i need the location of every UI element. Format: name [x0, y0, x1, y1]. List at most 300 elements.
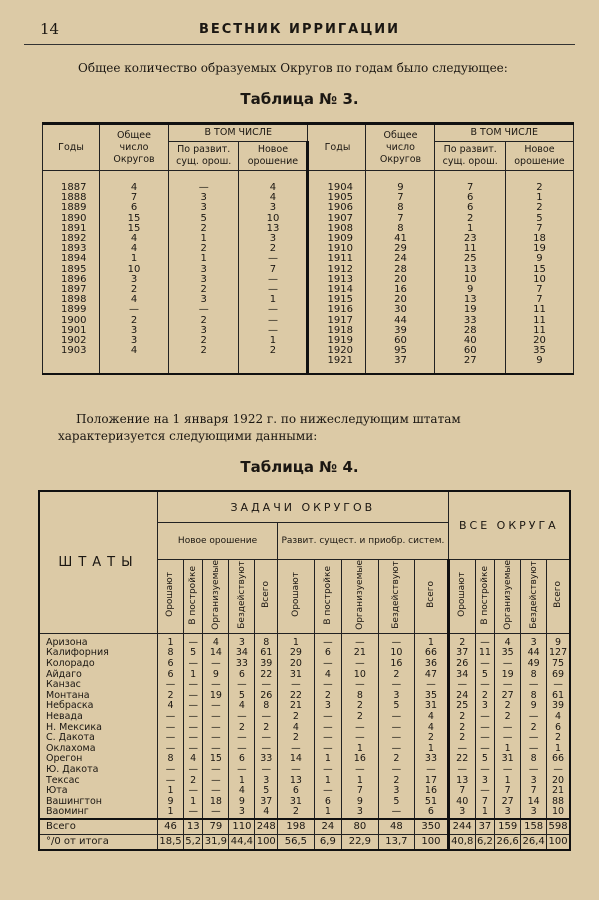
t3-new-cell: 7: [505, 285, 573, 295]
t4-value-cell: 4: [495, 633, 521, 648]
t3-total-cell: 44: [366, 316, 435, 326]
table3-row: [43, 336, 574, 346]
t4-value-cell: —: [203, 807, 229, 819]
t4-value-cell: —: [448, 765, 475, 776]
t4-value-cell: —: [378, 744, 415, 755]
t3-year-cell: 1893: [43, 244, 100, 254]
t4-value-cell: —: [475, 786, 494, 797]
table4-row: [39, 733, 570, 744]
t3-dev-cell: 19: [435, 305, 505, 315]
t4-subheader: [495, 560, 521, 634]
t3-new-cell: —: [239, 275, 308, 285]
t4-value-cell: 2: [448, 723, 475, 734]
t3-year-cell: 1887: [43, 171, 100, 194]
t4-value-cell: —: [448, 680, 475, 691]
t4-value-cell: 22: [278, 691, 315, 702]
t3-total-cell: 1: [100, 254, 169, 264]
t3-year-cell: [43, 356, 100, 373]
t4-value-cell: 2: [378, 670, 415, 681]
t4-subheader-label: В постройке: [188, 565, 199, 625]
t3-total-cell: 28: [366, 265, 435, 275]
t4-value-cell: 19: [203, 691, 229, 702]
t4-subheader: [255, 560, 278, 634]
t4-value-cell: 2: [314, 691, 341, 702]
t4-state-cell: Юта: [39, 786, 158, 797]
t3-new-cell: 1: [505, 193, 573, 203]
t4-value-cell: —: [378, 765, 415, 776]
t3-new-cell: 4: [239, 193, 308, 203]
table3-body: [43, 171, 574, 374]
t4-value-cell: 2: [521, 723, 547, 734]
t4-value-cell: 6: [158, 670, 184, 681]
t3-new-cell: 7: [505, 224, 573, 234]
t3-total-cell: 7: [100, 193, 169, 203]
t4-value-cell: 9: [547, 633, 570, 648]
t4-value-cell: 8: [521, 691, 547, 702]
t3-new-cell: 9: [505, 356, 573, 373]
t4-value-cell: 3: [342, 807, 379, 819]
table4-percent-row: [39, 834, 570, 850]
t4-footer-label: Всего: [39, 819, 158, 835]
t4-value-cell: 1: [342, 744, 379, 755]
t4-value-cell: 6: [229, 754, 255, 765]
t4-value-cell: 1: [183, 797, 202, 808]
t4-state-cell: Небраска: [39, 701, 158, 712]
t3-year-cell: 1896: [43, 275, 100, 285]
t4-subheader: [158, 560, 184, 634]
table4-row: [39, 701, 570, 712]
t4-value-cell: 40: [448, 797, 475, 808]
t4-value-cell: 1: [342, 776, 379, 787]
t4-col-all: ВСЕ ОКРУГА: [448, 491, 570, 560]
t4-value-cell: 21: [278, 701, 315, 712]
t4-value-cell: 1: [415, 633, 449, 648]
t4-value-cell: 6: [314, 648, 341, 659]
t3-year-cell: 1888: [43, 193, 100, 203]
t4-value-cell: 2: [278, 712, 315, 723]
t4-value-cell: 3: [229, 633, 255, 648]
t4-footer-cell: 37: [475, 819, 494, 835]
t3-dev-cell: 1: [169, 234, 239, 244]
t4-value-cell: 8: [521, 754, 547, 765]
t3-year-cell: 1891: [43, 224, 100, 234]
t4-footer-cell: 44,4: [229, 834, 255, 850]
t4-value-cell: —: [158, 723, 184, 734]
t3-new-cell: —: [239, 326, 308, 336]
t3-dev-cell: 2: [169, 346, 239, 356]
t4-value-cell: 2: [495, 701, 521, 712]
t4-value-cell: 5: [378, 797, 415, 808]
t3-dev-cell: 5: [169, 214, 239, 224]
t3-year-cell: 1904: [308, 171, 366, 194]
t4-subheader-label: Бездействуют: [236, 561, 247, 629]
t3-year-cell: 1899: [43, 305, 100, 315]
t4-state-cell: Оклахома: [39, 744, 158, 755]
t4-subheader-label: Всего: [425, 581, 436, 609]
t4-value-cell: 3: [229, 807, 255, 819]
t4-subheader-label: Организуемые: [210, 560, 221, 630]
t4-value-cell: —: [255, 744, 278, 755]
t3-total-cell: 16: [366, 285, 435, 295]
t3-dev-cell: 3: [169, 326, 239, 336]
table3-row: [43, 244, 574, 254]
t3-total-cell: 20: [366, 275, 435, 285]
t3-dev-cell: 3: [169, 295, 239, 305]
t4-value-cell: 69: [547, 670, 570, 681]
t4-footer-cell: 26,4: [521, 834, 547, 850]
table4-row: [39, 776, 570, 787]
t4-footer-cell: 13,7: [378, 834, 415, 850]
t4-value-cell: 36: [415, 659, 449, 670]
t4-state-cell: С. Дакота: [39, 733, 158, 744]
t3-year-cell: 1902: [43, 336, 100, 346]
t4-value-cell: 35: [415, 691, 449, 702]
t4-value-cell: 4: [415, 712, 449, 723]
t3-dev-cell: 33: [435, 316, 505, 326]
t3-total-cell: 6: [100, 203, 169, 213]
t4-value-cell: 2: [378, 754, 415, 765]
t4-value-cell: —: [183, 680, 202, 691]
t4-value-cell: —: [229, 765, 255, 776]
t3-year-cell: 1913: [308, 275, 366, 285]
t4-value-cell: —: [314, 723, 341, 734]
t4-value-cell: —: [203, 712, 229, 723]
t4-value-cell: 8: [158, 648, 184, 659]
t4-value-cell: —: [415, 680, 449, 691]
t3-total-cell: 30: [366, 305, 435, 315]
t4-value-cell: —: [158, 680, 184, 691]
t4-value-cell: 8: [521, 670, 547, 681]
t4-subheader: [229, 560, 255, 634]
t4-value-cell: 1: [183, 670, 202, 681]
table4-row: [39, 712, 570, 723]
t4-value-cell: 2: [342, 712, 379, 723]
t4-value-cell: —: [475, 712, 494, 723]
table4-row: [39, 744, 570, 755]
t4-value-cell: —: [183, 712, 202, 723]
t4-value-cell: 13: [278, 776, 315, 787]
t4-value-cell: 3: [495, 807, 521, 819]
t4-value-cell: 2: [278, 807, 315, 819]
t4-value-cell: —: [378, 680, 415, 691]
t4-value-cell: 7: [521, 786, 547, 797]
t3-total-cell: 37: [366, 356, 435, 373]
table4-footer: [39, 819, 570, 850]
t4-state-cell: Невада: [39, 712, 158, 723]
t4-value-cell: —: [183, 659, 202, 670]
t4-value-cell: 33: [255, 754, 278, 765]
t4-value-cell: 5: [183, 648, 202, 659]
t4-col-new-irrigation: Новое орошение: [158, 523, 278, 560]
t4-value-cell: 26: [255, 691, 278, 702]
table4-totals-row: [39, 819, 570, 835]
t4-footer-cell: 198: [278, 819, 315, 835]
t4-value-cell: 16: [415, 786, 449, 797]
t4-value-cell: 22: [448, 754, 475, 765]
t4-value-cell: 47: [415, 670, 449, 681]
t3-total-cell: 15: [100, 224, 169, 234]
t4-footer-cell: 100: [415, 834, 449, 850]
t3-total-cell: 2: [100, 316, 169, 326]
t3-dev-cell: —: [169, 171, 239, 194]
t4-value-cell: 9: [158, 797, 184, 808]
t3-dev-cell: 3: [169, 275, 239, 285]
t4-state-cell: Монтана: [39, 691, 158, 702]
t4-value-cell: 61: [547, 691, 570, 702]
t3-year-cell: 1917: [308, 316, 366, 326]
t4-value-cell: 3: [255, 776, 278, 787]
t3-new-cell: 11: [505, 316, 573, 326]
t4-value-cell: 37: [448, 648, 475, 659]
t3-total-cell: 4: [100, 346, 169, 356]
t4-value-cell: 4: [547, 712, 570, 723]
t4-value-cell: 5: [475, 670, 494, 681]
t3-year-cell: 1898: [43, 295, 100, 305]
t4-value-cell: 6: [158, 659, 184, 670]
t4-value-cell: —: [495, 733, 521, 744]
t4-value-cell: —: [203, 680, 229, 691]
t3-dev-cell: 40: [435, 336, 505, 346]
t4-subheader-label: В постройке: [479, 565, 490, 625]
t4-subheader-label: Всего: [261, 581, 272, 609]
t3-total-cell: 29: [366, 244, 435, 254]
t4-value-cell: —: [475, 659, 494, 670]
t3-year-cell: 1920: [308, 346, 366, 356]
t3-total-cell: 3: [100, 275, 169, 285]
table-4: [38, 490, 571, 851]
t3-dev-cell: 10: [435, 275, 505, 285]
t4-value-cell: 1: [158, 633, 184, 648]
t4-value-cell: —: [547, 765, 570, 776]
t4-state-cell: Ваоминг: [39, 807, 158, 819]
t4-value-cell: 2: [495, 712, 521, 723]
t4-footer-cell: 100: [547, 834, 570, 850]
t4-value-cell: 22: [255, 670, 278, 681]
t4-value-cell: —: [314, 765, 341, 776]
t4-value-cell: 8: [255, 701, 278, 712]
t4-value-cell: 16: [378, 659, 415, 670]
t3-year-cell: 1910: [308, 244, 366, 254]
t3-new-cell: —: [239, 254, 308, 264]
t4-subheader: [342, 560, 379, 634]
t3-year-cell: 1907: [308, 214, 366, 224]
t4-value-cell: 66: [547, 754, 570, 765]
table3-row: [43, 295, 574, 305]
t4-footer-cell: 159: [495, 819, 521, 835]
t4-subheader-label: Орошают: [165, 572, 176, 618]
t4-value-cell: 27: [495, 797, 521, 808]
t4-value-cell: —: [342, 723, 379, 734]
t4-value-cell: —: [475, 765, 494, 776]
t3-total-cell: —: [100, 305, 169, 315]
t4-value-cell: 5: [229, 691, 255, 702]
t3-year-cell: 1909: [308, 234, 366, 244]
t4-value-cell: 2: [448, 712, 475, 723]
t3-total-cell: 7: [366, 214, 435, 224]
t4-value-cell: —: [183, 744, 202, 755]
t3-new-cell: 10: [505, 275, 573, 285]
table4-row: [39, 680, 570, 691]
t4-value-cell: —: [183, 633, 202, 648]
t4-value-cell: 16: [342, 754, 379, 765]
t3-dev-cell: 2: [169, 224, 239, 234]
t3-new-cell: 19: [505, 244, 573, 254]
t4-value-cell: 2: [547, 733, 570, 744]
t3-total-cell: 95: [366, 346, 435, 356]
t3-dev-cell: [169, 356, 239, 373]
t4-value-cell: 21: [342, 648, 379, 659]
t4-subheader: [475, 560, 494, 634]
t4-value-cell: —: [547, 680, 570, 691]
t4-value-cell: 6: [415, 807, 449, 819]
table4-row: [39, 754, 570, 765]
t4-value-cell: 1: [415, 744, 449, 755]
page-header: [0, 20, 599, 42]
t4-value-cell: —: [203, 701, 229, 712]
t3-total-cell: 8: [366, 224, 435, 234]
t3-year-cell: 1897: [43, 285, 100, 295]
t3-new-cell: 20: [505, 336, 573, 346]
t4-value-cell: 17: [415, 776, 449, 787]
header-rule: [24, 44, 575, 45]
t4-value-cell: 18: [203, 797, 229, 808]
t4-value-cell: 9: [521, 701, 547, 712]
t4-footer-cell: 13: [183, 819, 202, 835]
t4-value-cell: 2: [342, 701, 379, 712]
t4-value-cell: 2: [448, 633, 475, 648]
t4-value-cell: 1: [278, 633, 315, 648]
t3-total-cell: 4: [100, 295, 169, 305]
t4-value-cell: 2: [278, 733, 315, 744]
t3-total-cell: 8: [366, 203, 435, 213]
t4-value-cell: 10: [342, 670, 379, 681]
t4-value-cell: —: [521, 744, 547, 755]
t4-value-cell: 4: [314, 670, 341, 681]
t4-value-cell: —: [203, 723, 229, 734]
t3-col-dev: По развит. сущ. орош.: [169, 142, 239, 171]
table3-row: [43, 275, 574, 285]
t4-footer-cell: 31,9: [203, 834, 229, 850]
t3-dev-cell: 6: [435, 193, 505, 203]
t4-value-cell: 6: [229, 670, 255, 681]
table3-row: [43, 356, 574, 373]
table3-row: [43, 171, 574, 194]
t3-col-years: Годы: [43, 124, 100, 171]
table3-row: [43, 234, 574, 244]
t4-value-cell: —: [203, 744, 229, 755]
t3-col-new: Новое орошение: [505, 142, 573, 171]
t4-value-cell: 26: [448, 659, 475, 670]
t4-value-cell: —: [342, 733, 379, 744]
t3-new-cell: 10: [239, 214, 308, 224]
t4-value-cell: 6: [547, 723, 570, 734]
t4-value-cell: 2: [378, 776, 415, 787]
t4-state-cell: Калифорния: [39, 648, 158, 659]
t3-col-total: Общее число Округов: [100, 124, 169, 171]
t3-total-cell: [100, 356, 169, 373]
t4-value-cell: —: [203, 786, 229, 797]
table4-row: [39, 786, 570, 797]
t4-state-cell: Колорадо: [39, 659, 158, 670]
t4-value-cell: 4: [255, 807, 278, 819]
t4-value-cell: 9: [203, 670, 229, 681]
t4-value-cell: —: [342, 765, 379, 776]
t4-value-cell: 3: [314, 701, 341, 712]
t4-value-cell: —: [183, 765, 202, 776]
t4-value-cell: 29: [278, 648, 315, 659]
table3-row: [43, 224, 574, 234]
t4-subheader-label: Организуемые: [502, 560, 513, 630]
t3-year-cell: 1901: [43, 326, 100, 336]
t4-value-cell: 21: [547, 786, 570, 797]
t3-total-cell: 41: [366, 234, 435, 244]
t4-value-cell: —: [314, 744, 341, 755]
t3-dev-cell: 11: [435, 244, 505, 254]
t4-value-cell: 14: [203, 648, 229, 659]
t4-subheader: [378, 560, 415, 634]
t4-value-cell: —: [183, 733, 202, 744]
t4-value-cell: 2: [475, 691, 494, 702]
t3-year-cell: 1894: [43, 254, 100, 264]
t3-year-cell: 1912: [308, 265, 366, 275]
t4-subheader-label: Орошают: [290, 572, 301, 618]
t4-value-cell: 2: [448, 733, 475, 744]
t4-value-cell: —: [314, 712, 341, 723]
t4-subheader-label: Бездействуют: [391, 561, 402, 629]
t3-total-cell: 24: [366, 254, 435, 264]
t3-dev-cell: 3: [169, 203, 239, 213]
t4-value-cell: 7: [448, 786, 475, 797]
table3-row: [43, 193, 574, 203]
t4-value-cell: 31: [415, 701, 449, 712]
t4-value-cell: —: [183, 691, 202, 702]
t4-value-cell: 15: [203, 754, 229, 765]
t4-value-cell: 5: [378, 701, 415, 712]
t4-value-cell: 8: [255, 633, 278, 648]
t3-year-cell: 1914: [308, 285, 366, 295]
table4-title: Таблица № 4.: [240, 458, 359, 476]
t4-value-cell: 34: [448, 670, 475, 681]
t4-value-cell: 27: [495, 691, 521, 702]
t4-value-cell: —: [342, 680, 379, 691]
t3-year-cell: 1905: [308, 193, 366, 203]
table3-row: [43, 346, 574, 356]
t4-value-cell: —: [521, 680, 547, 691]
t4-value-cell: 13: [448, 776, 475, 787]
t4-value-cell: —: [183, 786, 202, 797]
t4-subheader: [415, 560, 449, 634]
table4-row: [39, 807, 570, 819]
t4-value-cell: 5: [255, 786, 278, 797]
t4-value-cell: 2: [229, 723, 255, 734]
t3-new-cell: 18: [505, 234, 573, 244]
t4-value-cell: 10: [378, 648, 415, 659]
table3-row: [43, 285, 574, 295]
t4-footer-cell: 79: [203, 819, 229, 835]
t4-footer-cell: 110: [229, 819, 255, 835]
t4-subheader-label: Организуемые: [354, 560, 365, 630]
t3-total-cell: 4: [100, 244, 169, 254]
t3-total-cell: 15: [100, 214, 169, 224]
t4-subheader-label: Всего: [553, 581, 564, 609]
t4-subheader: [278, 560, 315, 634]
t4-value-cell: 44: [521, 648, 547, 659]
t3-new-cell: 3: [239, 203, 308, 213]
t3-total-cell: 3: [100, 336, 169, 346]
t4-value-cell: —: [378, 712, 415, 723]
t4-subheader-label: Орошают: [457, 572, 468, 618]
t4-subheader: [521, 560, 547, 634]
